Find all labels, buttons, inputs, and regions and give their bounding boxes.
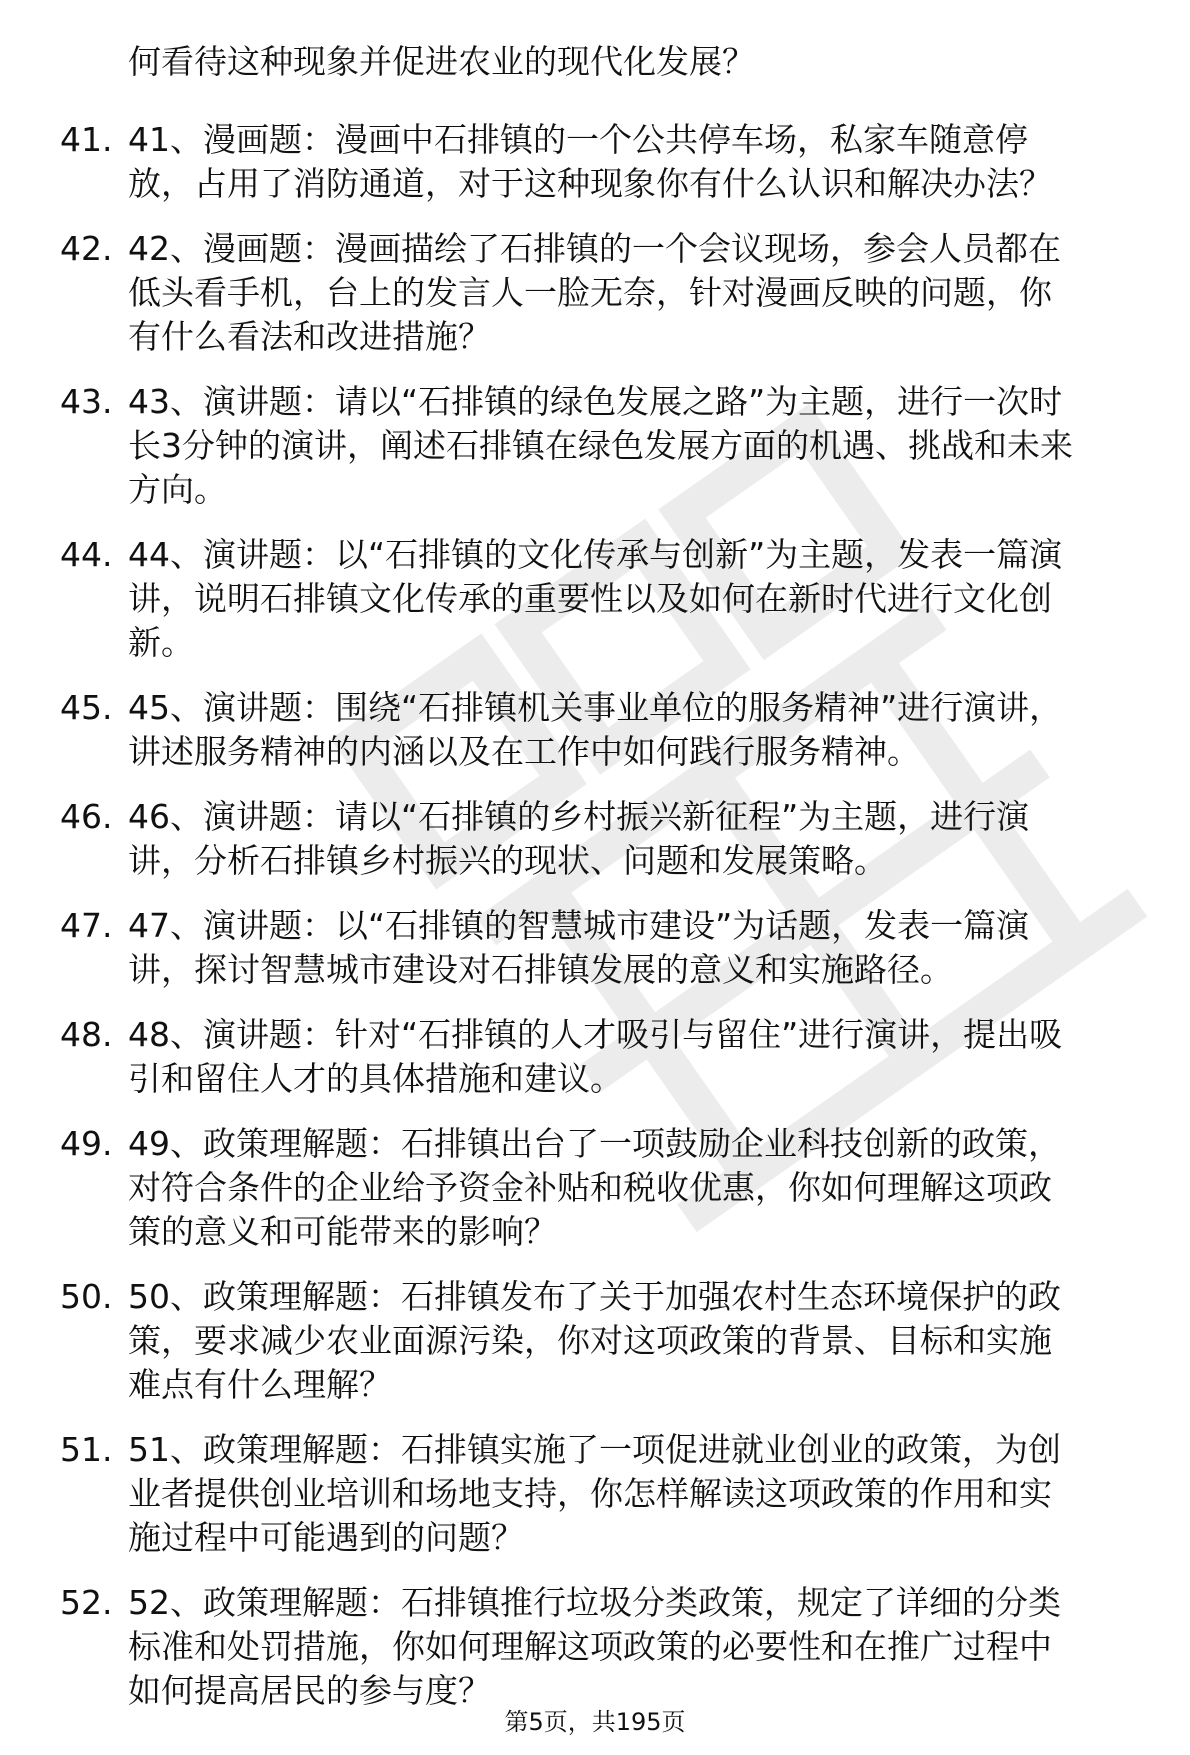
question-line: 42、漫画题：漫画描绘了石排镇的一个会议现场，参会人员都在 [128,229,1061,268]
question-item [60,118,1160,206]
question-item [60,1581,1160,1713]
question-line: 46、演讲题：请以“石排镇的乡村振兴新征程”为主题，进行演 [128,797,1030,836]
question-number: 47. [60,906,113,945]
question-line: 策的意义和可能带来的影响？ [128,1212,557,1251]
question-line: 讲，探讨智慧城市建设对石排镇发展的意义和实施路径。 [128,950,953,989]
question-number: 48. [60,1015,113,1054]
question-item [60,1013,1160,1101]
question-line: 43、演讲题：请以“石排镇的绿色发展之路”为主题，进行一次时 [128,382,1063,421]
question-item [60,227,1160,359]
question-line: 引和留住人才的具体措施和建议。 [128,1059,623,1098]
question-number: 51. [60,1430,113,1469]
question-number: 41. [60,120,113,159]
page-footer: 第5页，共195页 [504,1708,686,1736]
question-item [60,1122,1160,1254]
question-line: 有什么看法和改进措施？ [128,317,491,356]
question-line: 新。 [128,623,194,662]
question-item [60,1428,1160,1560]
question-line: 讲，说明石排镇文化传承的重要性以及如何在新时代进行文化创 [128,579,1052,618]
question-number: 44. [60,535,113,574]
question-number: 43. [60,382,113,421]
question-line: 52、政策理解题：石排镇推行垃圾分类政策，规定了详细的分类 [128,1583,1061,1622]
question-number: 45. [60,688,113,727]
question-line: 51、政策理解题：石排镇实施了一项促进就业创业的政策，为创 [128,1430,1061,1469]
question-line: 讲，分析石排镇乡村振兴的现状、问题和发展策略。 [128,841,887,880]
question-line: 讲述服务精神的内涵以及在工作中如何践行服务精神。 [128,732,920,771]
question-line: 45、演讲题：围绕“石排镇机关事业单位的服务精神”进行演讲， [128,688,1063,727]
question-line: 策，要求减少农业面源污染，你对这项政策的背景、目标和实施 [128,1321,1052,1360]
question-line: 47、演讲题：以“石排镇的智慧城市建设”为话题，发表一篇演 [128,906,1030,945]
question-line: 对符合条件的企业给予资金补贴和税收优惠，你如何理解这项政 [128,1168,1052,1207]
question-number: 46. [60,797,113,836]
question-item [60,1275,1160,1407]
question-line: 49、政策理解题：石排镇出台了一项鼓励企业科技创新的政策， [128,1124,1061,1163]
question-line: 50、政策理解题：石排镇发布了关于加强农村生态环境保护的政 [128,1277,1061,1316]
question-number: 52. [60,1583,113,1622]
question-number: 42. [60,229,113,268]
question-item [60,795,1160,883]
question-line: 48、演讲题：针对“石排镇的人才吸引与留住”进行演讲，提出吸 [128,1015,1063,1054]
question-line: 44、演讲题：以“石排镇的文化传承与创新”为主题，发表一篇演 [128,535,1063,574]
question-line: 长3分钟的演讲，阐述石排镇在绿色发展方面的机遇、挑战和未来 [128,426,1073,465]
question-list [60,40,1160,1734]
question-number: 50. [60,1277,113,1316]
question-line: 标准和处罚措施，你如何理解这项政策的必要性和在推广过程中 [128,1627,1052,1666]
question-line: 41、漫画题：漫画中石排镇的一个公共停车场，私家车随意停 [128,120,1028,159]
question-line: 业者提供创业培训和场地支持，你怎样解读这项政策的作用和实 [128,1474,1052,1513]
question-item [60,686,1160,774]
question-item [60,904,1160,992]
question-line: 施过程中可能遇到的问题？ [128,1518,524,1557]
question-line: 如何提高居民的参与度？ [128,1671,491,1710]
question-item [60,380,1160,512]
question-line: 方向。 [128,470,227,509]
question-line: 难点有什么理解？ [128,1365,392,1404]
question-line: 放，占用了消防通道，对于这种现象你有什么认识和解决办法？ [128,164,1052,203]
question-number: 49. [60,1124,113,1163]
continuation-line: 何看待这种现象并促进农业的现代化发展？ [128,42,755,81]
question-line: 低头看手机，台上的发言人一脸无奈，针对漫画反映的问题，你 [128,273,1052,312]
question-item [60,533,1160,665]
